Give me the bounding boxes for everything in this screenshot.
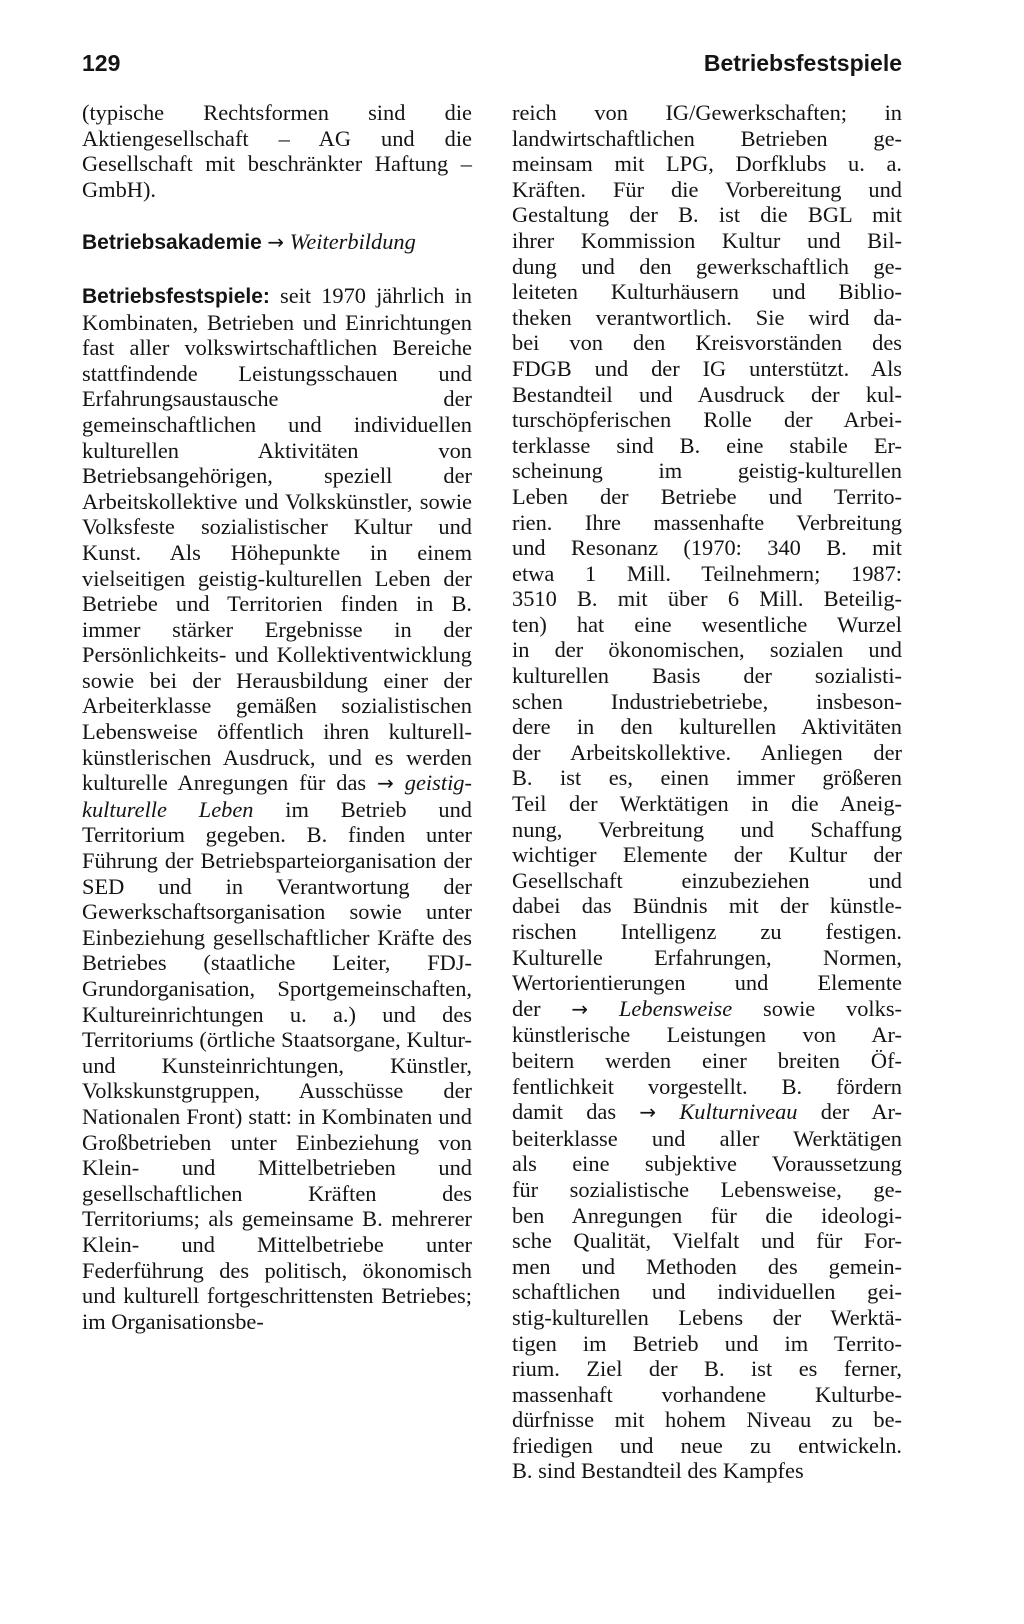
text-line: dung und den gewerkschaftlich ge- — [512, 253, 902, 279]
text-line: als eine subjektive Voraussetzung — [512, 1151, 902, 1177]
text-line: turschöpferischen Rolle der Arbei- — [512, 407, 902, 433]
text-line: Gesellschaft einzubeziehen und — [512, 867, 902, 893]
line-text: der — [512, 995, 541, 1021]
text-line: massenhaft vorhandene Kulturbe- — [512, 1381, 902, 1407]
text-line: der Arbeitskollektive. Anliegen der — [512, 739, 902, 765]
text-line: Wertorientierungen und Elemente — [512, 970, 902, 996]
left-column — [82, 100, 472, 1334]
right-column — [512, 100, 902, 1484]
entry-text: seit 1970 jährlich in Kombinaten, Betrieben und Einrichtungen fast aller volkswirtschaftlichen Bereiche stattfindende Leistungsschauen und Erfahrungsaustausche der gemeinschaftlichen und individuellen kulturellen Aktivitäten von Betriebsangehörigen, speziell der Arbeitskollektive und Volkskünstler, sowie Volksfeste sozialistischer Kultur und Kunst. Als Höhepunkte in einem vielseitigen geistig-kulturellen Leben der Betriebe und Territorien finden in B. immer stärker Ergebnisse in der Persönlichkeits- und Kollektiventwicklung sowie bei der Herausbildung einer der Arbeiterklasse gemäßen sozialistischen Lebensweise öffentlich ihren kulturell-künstlerischen Ausdruck, und es werden kulturelle Anregungen für das — [82, 282, 472, 796]
text-line: ten) hat eine wesentliche Wurzel — [512, 611, 902, 637]
text-line: B. ist es, einen immer größeren — [512, 765, 902, 791]
text-line: meinsam mit LPG, Dorfklubs u. a. — [512, 151, 902, 177]
text-line: für sozialistische Lebensweise, ge- — [512, 1176, 902, 1202]
text-line: Gestaltung der B. ist die BGL mit — [512, 202, 902, 228]
text-line: beitern werden einer breiten Öf- — [512, 1047, 902, 1073]
entry-betriebsakademie — [82, 229, 472, 256]
text-line: nung, Verbreitung und Schaffung — [512, 816, 902, 842]
text-line — [512, 1099, 902, 1126]
text-line: 3510 B. mit über 6 Mill. Beteilig- — [512, 586, 902, 612]
text-line: scheinung im geistig-kulturellen — [512, 458, 902, 484]
arrow-icon: → — [639, 1100, 657, 1125]
text-line: reich von IG/Gewerkschaften; in — [512, 100, 902, 125]
text-line: künstlerische Leistungen von Ar- — [512, 1022, 902, 1048]
entry-betriebsfestspiele — [82, 283, 472, 1334]
text-line: Kräften. Für die Vorbereitung und — [512, 176, 902, 202]
line-text: damit das — [512, 1099, 617, 1125]
text-line: Leben der Betriebe und Territo- — [512, 483, 902, 509]
arrow-icon: → — [571, 996, 589, 1021]
arrow-icon: → — [267, 230, 285, 255]
page-header — [82, 50, 902, 84]
text-line: schen Industriebetriebe, insbeson- — [512, 688, 902, 714]
text-line: und Resonanz (1970: 340 B. mit — [512, 535, 902, 561]
right-text-block — [512, 1022, 902, 1099]
text-line: beiterklasse und aller Werktätigen — [512, 1125, 902, 1151]
text-line: schaftlichen und individuellen gei- — [512, 1279, 902, 1305]
headword: Betriebsakademie — [82, 231, 262, 255]
line-text: sowie volks- — [762, 995, 902, 1021]
text-line: stig-kulturellen Lebens der Werktä- — [512, 1304, 902, 1330]
text-line: ben Anregungen für die ideologi- — [512, 1202, 902, 1228]
text-line: bei von den Kreisvorständen des — [512, 330, 902, 356]
text-line: B. sind Bestandteil des Kampfes — [512, 1458, 804, 1484]
line-text: der Ar- — [820, 1099, 902, 1125]
headword: Betriebsfestspiele: — [82, 284, 270, 308]
text-line: FDGB und der IG unterstützt. Als — [512, 355, 902, 381]
cross-reference-link[interactable]: Kulturniveau — [679, 1099, 798, 1125]
text-line: dere in den kulturellen Aktivitäten — [512, 714, 902, 740]
continuation-paragraph: (typische Rechtsformen sind die Aktiengesellschaft – AG und die Gesellschaft mit beschränkter Haftung – GmbH). — [82, 100, 472, 202]
text-line — [512, 996, 902, 1023]
text-line: dabei das Bündnis mit der künstle- — [512, 893, 902, 919]
arrow-icon: → — [377, 771, 394, 796]
text-line: fentlichkeit vorgestellt. B. fördern — [512, 1073, 902, 1099]
running-head: Betriebsfestspiele — [703, 50, 902, 76]
text-line: etwa 1 Mill. Teilnehmern; 1987: — [512, 560, 902, 586]
text-line: landwirtschaftlichen Betrieben ge- — [512, 125, 902, 151]
text-line: sche Qualität, Vielfalt und für For- — [512, 1228, 902, 1254]
cross-reference-link[interactable]: geistig-kulturelle Leben — [82, 770, 472, 822]
text-line: friedigen und neue zu entwickeln. — [512, 1432, 902, 1458]
text-line: kulturellen Basis der sozialisti- — [512, 663, 902, 689]
entry-text: im Betrieb und Territorium gegeben. B. finden unter Führung der Betriebsparteiorganisation der SED und in Verantwortung der Gewerkschaftsorganisation sowie unter Einbeziehung gesellschaftlicher Kräfte des Betriebes (staatliche Leiter, FDJ-Grundorganisation, Sportgemeinschaften, Kultureinrichtungen u. a.) und des Territoriums (örtliche Staatsorgane, Kultur- und Kunsteinrichtungen, Künstler, Volkskunstgruppen, Ausschüsse der Nationalen Front) statt: in Kombinaten und Großbetrieben unter Einbeziehung von Klein- und Mittelbetrieben und gesellschaftlichen Kräften des Territoriums; als gemeinsame B. mehrerer Klein- und Mittelbetriebe unter Federführung des politisch, ökonomisch und kulturell fortgeschrittensten Betriebes; im Organisationsbe- — [82, 796, 472, 1334]
text-line: rium. Ziel der B. ist es ferner, — [512, 1356, 902, 1382]
text-line: ihrer Kommission Kultur und Bil- — [512, 227, 902, 253]
text-line: rien. Ihre massenhafte Verbreitung — [512, 509, 902, 535]
text-line: dürfnisse mit hohem Niveau zu be- — [512, 1407, 902, 1433]
text-line: leiteten Kulturhäusern und Biblio- — [512, 279, 902, 305]
cross-reference-link[interactable]: Weiterbildung — [289, 229, 416, 255]
text-line: theken verantwortlich. Sie wird da- — [512, 304, 902, 330]
text-line: rischen Intelligenz zu festigen. — [512, 919, 902, 944]
page-number: 129 — [82, 50, 121, 76]
text-line: in der ökonomischen, sozialen und — [512, 637, 902, 663]
text-line: men und Methoden des gemein- — [512, 1253, 902, 1279]
text-line: Bestandteil und Ausdruck der kul- — [512, 381, 902, 407]
text-line: tigen im Betrieb und im Territo- — [512, 1330, 902, 1356]
cross-reference-link[interactable]: Lebensweise — [618, 995, 733, 1021]
text-line: terklasse sind B. eine stabile Er- — [512, 432, 902, 458]
right-text-block — [512, 100, 902, 996]
right-text-block — [512, 1126, 902, 1484]
text-line: wichtiger Elemente der Kultur der — [512, 842, 902, 868]
text-line: Kulturelle Erfahrungen, Normen, — [512, 944, 902, 970]
text-line: Teil der Werktätigen in die Aneig- — [512, 791, 902, 817]
